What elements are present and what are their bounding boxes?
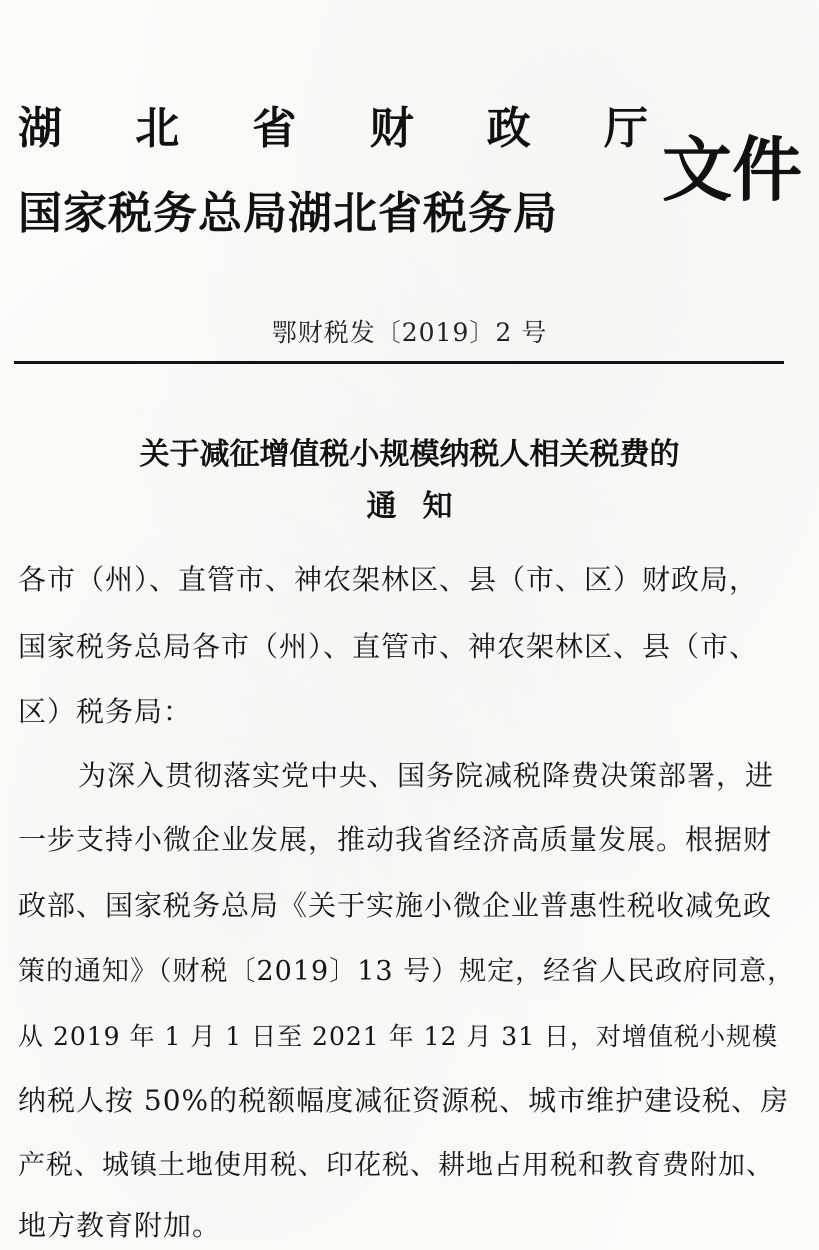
body-line-6: 纳税人按 50%的税额幅度减征资源税、城市维护建设税、房 [18, 1084, 790, 1117]
addressee-line-1: 各市（州）、直管市、神农架林区、县（市、区）财政局， [18, 563, 759, 596]
body-line-2: 一步支持小微企业发展，推动我省经济高质量发展。根据财 [18, 823, 773, 856]
document-title-line-2: 通知 [366, 489, 479, 524]
body-line-1: 为深入贯彻落实党中央、国务院减税降费决策部署，进 [78, 759, 775, 792]
body-line-4: 策的通知》（财税〔2019〕13 号）规定，经省人民政府同意， [18, 956, 796, 987]
body-line-7: 产税、城镇土地使用税、印花税、耕地占用税和教育费附加、 [18, 1150, 774, 1181]
addressee-line-3: 区）税务局： [18, 695, 193, 728]
issuer-finance-department: 湖北省财政厅 [18, 103, 648, 154]
document-number: 鄂财税发〔2019〕2 号 [271, 318, 548, 347]
body-line-8: 地方教育附加。 [18, 1209, 222, 1242]
addressee-line-2: 国家税务总局各市（州）、直管市、神农架林区、县（市、 [18, 630, 759, 663]
document-title-line-1: 关于减征增值税小规模纳税人相关税费的 [139, 437, 680, 472]
body-line-5: 从 2019 年 1 月 1 日至 2021 年 12 月 31 日，对增值税小规模 [18, 1022, 779, 1051]
document-type-label: 文件 [662, 129, 802, 211]
header-divider-line [14, 361, 784, 364]
issuer-tax-bureau: 国家税务总局湖北省税务局 [18, 188, 558, 239]
body-line-3: 政部、国家税务总局《关于实施小微企业普惠性税收减免政 [18, 889, 773, 922]
